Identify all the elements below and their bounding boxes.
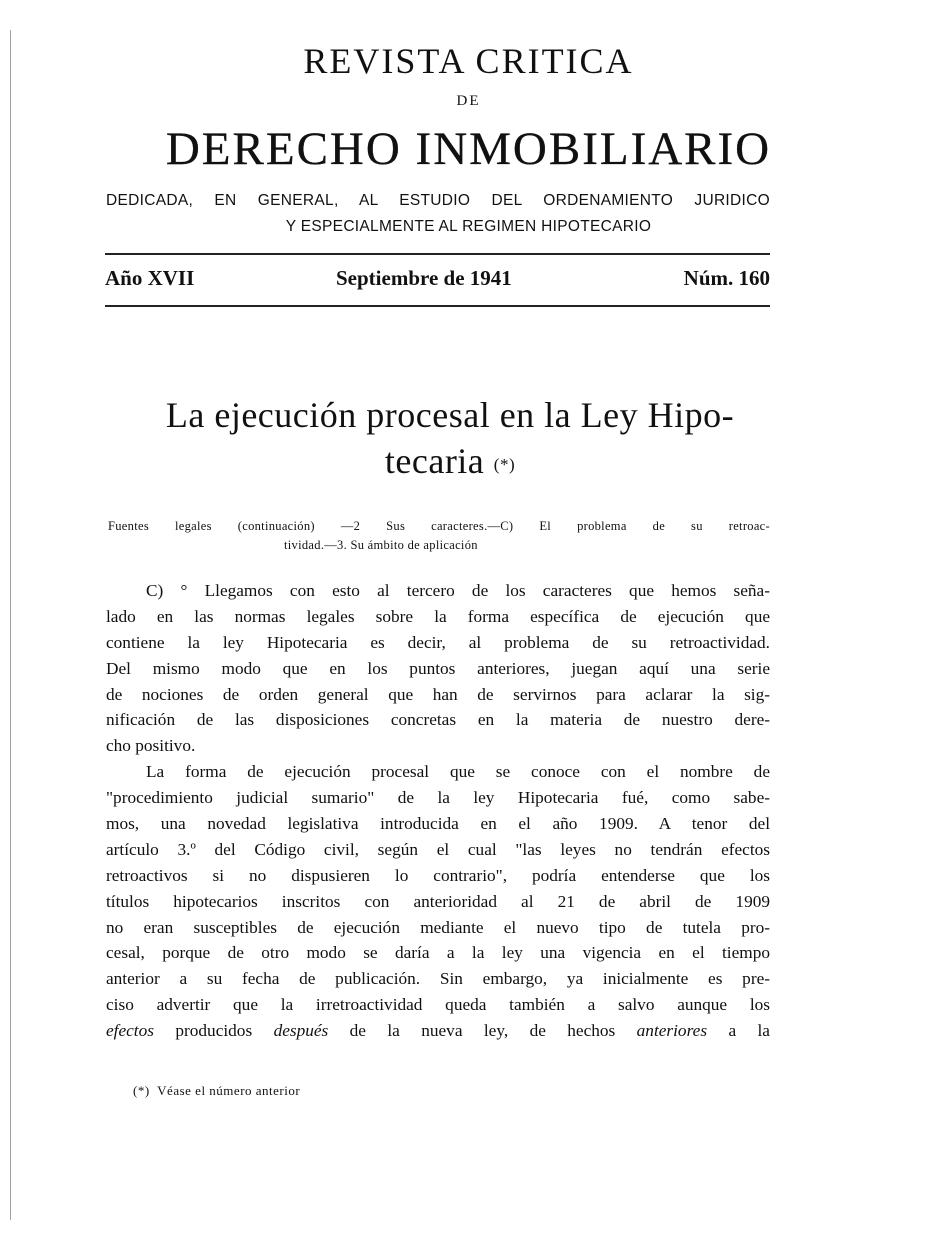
body-line: Del mismo modo que en los puntos anteriores, juegan aquí una serie — [106, 658, 770, 678]
body-line: lado en las normas legales sobre la forma específica de ejecución que — [106, 606, 770, 626]
body-line: contiene la ley Hipotecaria es decir, al problema de su retroactividad. — [106, 632, 770, 652]
footnote-mark: (*) — [133, 1083, 150, 1098]
body-line: no eran susceptibles de ejecución mediante el nuevo tipo de tutela pro- — [106, 917, 770, 937]
article-title-line2-wrap — [100, 438, 800, 484]
top-rule — [105, 253, 770, 255]
issue-date: Septiembre de 1941 — [336, 266, 512, 290]
body-line: cesal, porque de otro modo se daría a la ley una vigencia en el tiempo — [106, 943, 770, 963]
issue-year: Año XVII — [105, 266, 195, 290]
article-title-line2: tecaria — [384, 441, 485, 481]
summary-line1: Fuentes legales (continuación) —2 Sus caracteres.—C) El problema de su retroac- — [108, 519, 770, 533]
journal-subtitle-line2: Y ESPECIALMENTE AL REGIMEN HIPOTECARIO — [285, 218, 652, 235]
body-line: nificación de las disposiciones concretas en la materia de nuestro dere- — [106, 710, 770, 730]
text-segment: producidos — [153, 1021, 274, 1041]
body-line: "procedimiento judicial sumario" de la ley Hipotecaria fué, como sabe- — [106, 788, 770, 808]
article-body — [106, 578, 770, 1044]
italic-despues: después — [273, 1021, 329, 1041]
journal-title-mid: DE — [456, 93, 481, 109]
bottom-rule — [105, 305, 770, 307]
italic-anteriores: anteriores — [636, 1021, 708, 1041]
body-line: retroactivos si no dispusieren lo contrario", podría entenderse que los — [106, 865, 770, 885]
journal-title-main: DERECHO INMOBILIARIO — [165, 123, 772, 175]
footnote — [133, 1083, 300, 1099]
body-line: títulos hipotecarios inscritos con anterioridad al 21 de abril de 1909 — [106, 891, 770, 911]
body-line: cho positivo. — [106, 736, 196, 756]
body-line: ciso advertir que la irretroactividad queda también a salvo aunque los — [106, 995, 770, 1015]
italic-efectos: efectos — [106, 1021, 154, 1041]
body-line: anterior a su fecha de publicación. Sin embargo, ya inicialmente es pre- — [106, 969, 770, 989]
footnote-text: Véase el número anterior — [157, 1083, 301, 1098]
journal-subtitle-line1: DEDICADA, EN GENERAL, AL ESTUDIO DEL ORDENAMIENTO JURIDICO — [106, 192, 770, 209]
article-title-footnote-mark[interactable]: (*) — [493, 455, 516, 474]
body-line-last — [106, 1018, 770, 1044]
text-segment: a la — [707, 1021, 770, 1041]
body-line: de nociones de orden general que han de servirnos para aclarar la sig- — [106, 684, 770, 704]
body-line: C) ° Llegamos con esto al tercero de los caracteres que hemos seña- — [146, 581, 770, 600]
scan-edge-line — [10, 30, 11, 1220]
article-title-line1: La ejecución procesal en la Ley Hipo- — [165, 395, 735, 435]
text-segment: de la nueva ley, de hechos — [328, 1021, 637, 1041]
summary-line2: tividad.—3. Su ámbito de aplicación — [284, 538, 478, 552]
journal-title-top: REVISTA CRITICA — [303, 41, 634, 81]
body-line: mos, una novedad legislativa introducida en el año 1909. A tenor del — [106, 814, 770, 834]
issue-number: Núm. 160 — [683, 266, 770, 290]
article-title — [100, 392, 800, 484]
body-line: artículo 3.º del Código civil, según el cual "las leyes no tendrán efectos — [106, 839, 770, 859]
article-summary — [108, 517, 770, 555]
body-line: La forma de ejecución procesal que se conoce con el nombre de — [146, 762, 770, 782]
